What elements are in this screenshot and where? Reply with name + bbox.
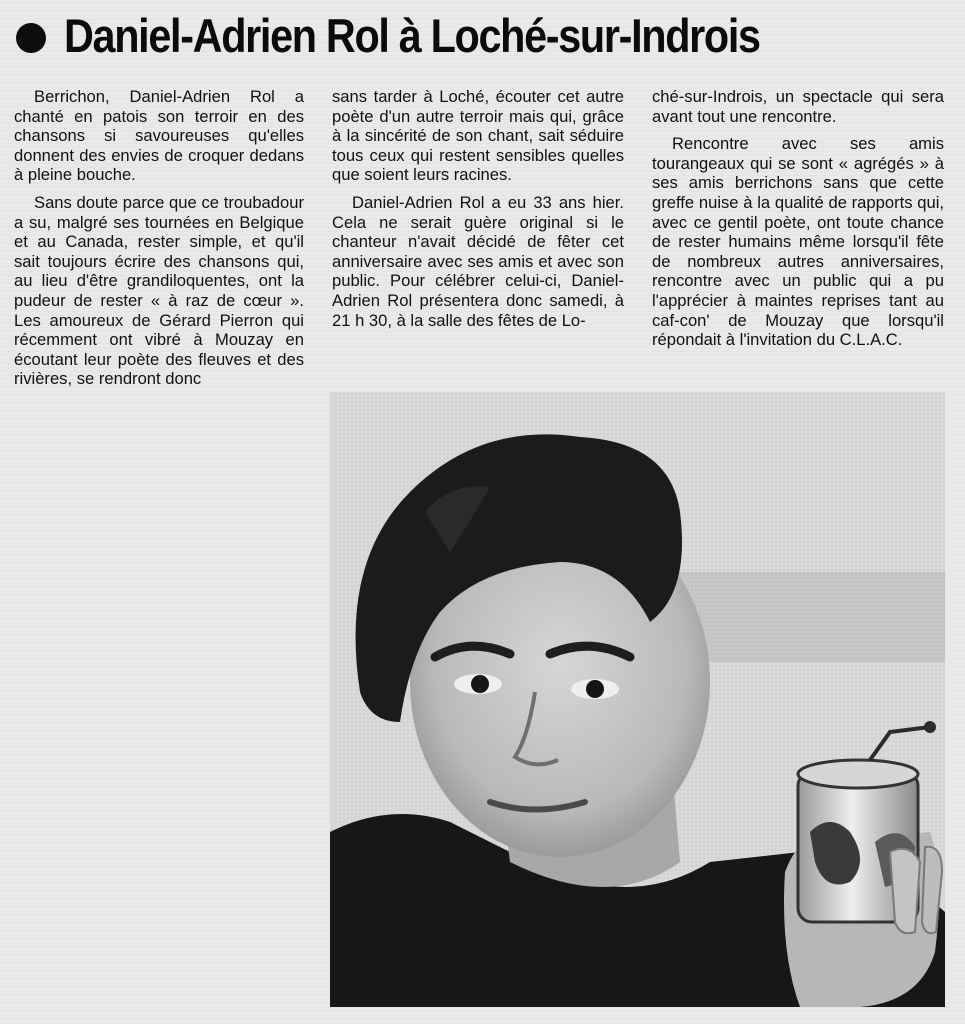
paragraph: ché-sur-Indrois, un spectacle qui sera avant tout une rencontre.	[652, 87, 944, 126]
portrait-illustration	[330, 392, 945, 1007]
bullet-icon	[16, 23, 46, 53]
text-column-2	[332, 87, 624, 338]
paragraph: sans tarder à Loché, écouter cet autre poète d'un autre terroir mais qui, grâce à la sincérité de son chant, sait séduire tous ceux qui restent sensibles quelles que soient leurs racines.	[332, 87, 624, 185]
article-headline	[16, 2, 956, 68]
text-column-1	[14, 87, 304, 397]
paragraph: Rencontre avec ses amis tourangeaux qui se sont « agrégés » à ses amis berrichons sans que cette greffe nuise à la qualité de rapports qui, avec ce gentil poète, ont toute chance de rester humains même lorsqu'il fête de nombreux autres anniversaires, rencontre avec un public qui a pu l'apprécier à maintes reprises tant au caf-con' de Mouzay que lorsqu'il répondait à l'invitation du C.L.A.C.	[652, 134, 944, 350]
paragraph: Berrichon, Daniel-Adrien Rol a chanté en patois son terroir en des chansons si savoureuses qu'elles donnent des envies de croquer dedans à pleine bouche.	[14, 87, 304, 185]
text-column-3	[652, 87, 944, 358]
portrait-photo	[330, 392, 945, 1007]
paragraph: Sans doute parce que ce troubadour a su, malgré ses tournées en Belgique et au Canada, rester simple, et qu'il sait toujours écrire des chansons qui, au lieu d'être grandiloquentes, ont la pudeur de rester « à raz de cœur ». Les amoureux de Gérard Pierron qui récemment ont vibré à Mouzay en écoutant leur poète des fleuves et des rivières, se rendront donc	[14, 192, 304, 389]
paragraph: Daniel-Adrien Rol a eu 33 ans hier. Cela ne serait guère original si le chanteur n'avait décidé de fêter cet anniversaire avec ses amis et avec son public. Pour célébrer celui-ci, Daniel-Adrien Rol présentera donc samedi, à 21 h 30, à la salle des fêtes de Lo-	[332, 192, 624, 330]
article-title: Daniel-Adrien Rol à Loché-sur-Indrois	[64, 8, 760, 62]
